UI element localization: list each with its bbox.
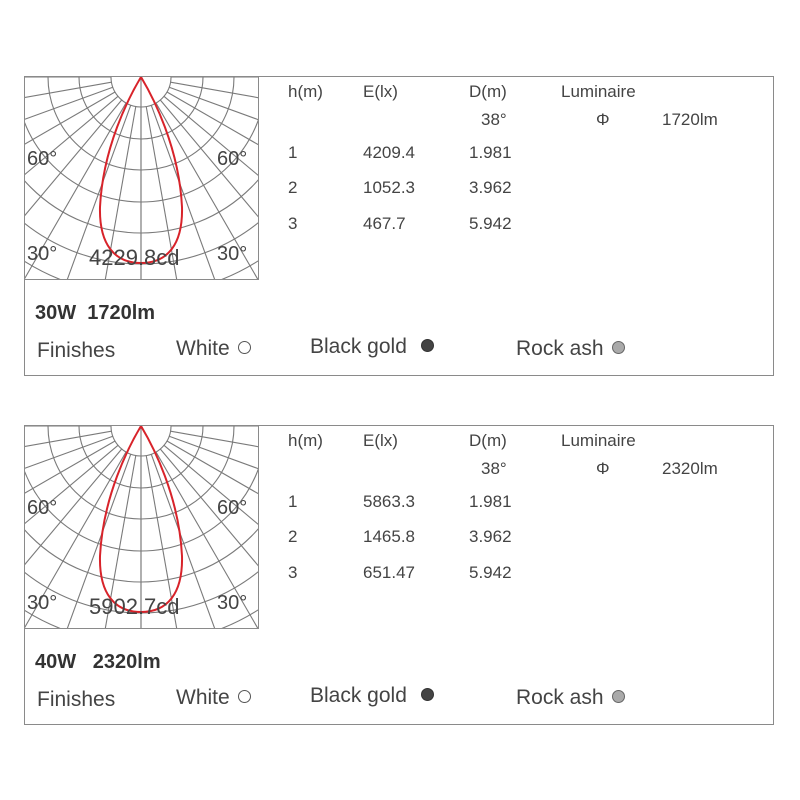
header-diameter: D(m): [469, 431, 507, 450]
polar-intensity-diagram: [25, 77, 259, 280]
finish-rock-ash: [516, 686, 625, 710]
angle-label-60-left: 60°: [27, 148, 58, 170]
angle-label-60-left: 60°: [27, 497, 58, 519]
luminous-flux: 2320lm: [662, 459, 718, 478]
polar-radial-line: [171, 431, 258, 481]
white-swatch-icon: [238, 690, 251, 703]
header-illuminance: E(lx): [363, 82, 398, 101]
header-height: h(m): [288, 82, 323, 101]
black-gold-swatch-icon: [421, 339, 434, 352]
header-height: h(m): [288, 431, 323, 450]
row-1-diameter: 1.981: [469, 492, 512, 511]
row-3-illuminance: 651.47: [363, 563, 415, 582]
row-2-illuminance: 1465.8: [363, 527, 415, 546]
row-1-height: 1: [288, 143, 298, 162]
polar-radial-line: [25, 82, 111, 132]
product-panel-40w: [24, 425, 774, 725]
polar-intensity-diagram: [25, 426, 259, 629]
polar-radial-line: [171, 82, 258, 132]
angle-label-30-right: 30°: [217, 243, 248, 265]
row-1-illuminance: 5863.3: [363, 492, 415, 511]
luminous-flux: 1720lm: [662, 110, 718, 129]
angle-label-60-right: 60°: [217, 497, 248, 519]
row-1-diameter: 1.981: [469, 143, 512, 162]
angle-label-30-left: 30°: [27, 243, 58, 265]
finishes-label: Finishes: [37, 339, 116, 362]
angle-label-30-right: 30°: [217, 592, 248, 614]
white-swatch-icon: [238, 341, 251, 354]
rock-ash-swatch-icon: [612, 341, 625, 354]
finish-rock-ash: [516, 337, 625, 361]
header-illuminance: E(lx): [363, 431, 398, 450]
finish-black-gold: [310, 335, 434, 359]
angle-label-60-right: 60°: [217, 148, 248, 170]
header-luminaire: Luminaire: [561, 431, 636, 450]
finish-white-label: White: [176, 337, 230, 360]
row-2-height: 2: [288, 178, 298, 197]
beam-angle: 38°: [481, 110, 507, 129]
row-3-diameter: 5.942: [469, 214, 512, 233]
finish-white-label: White: [176, 686, 230, 709]
finish-rock-ash-label: Rock ash: [516, 337, 604, 360]
power-title: 30W 1720lm: [35, 302, 156, 324]
finish-rock-ash-label: Rock ash: [516, 686, 604, 709]
finish-black-gold-label: Black gold: [310, 335, 407, 358]
row-3-height: 3: [288, 214, 298, 233]
header-diameter: D(m): [469, 82, 507, 101]
rock-ash-swatch-icon: [612, 690, 625, 703]
finish-black-gold: [310, 684, 434, 708]
flux-symbol: Φ: [596, 110, 610, 129]
row-2-height: 2: [288, 527, 298, 546]
angle-label-30-left: 30°: [27, 592, 58, 614]
row-3-illuminance: 467.7: [363, 214, 406, 233]
black-gold-swatch-icon: [421, 688, 434, 701]
row-2-diameter: 3.962: [469, 178, 512, 197]
row-2-illuminance: 1052.3: [363, 178, 415, 197]
finish-black-gold-label: Black gold: [310, 684, 407, 707]
row-3-diameter: 5.942: [469, 563, 512, 582]
flux-symbol: Φ: [596, 459, 610, 478]
product-panel-30w: [24, 76, 774, 376]
peak-intensity-label: 4229.8cd: [89, 245, 180, 270]
polar-grid: [25, 426, 258, 628]
row-1-illuminance: 4209.4: [363, 143, 415, 162]
beam-angle: 38°: [481, 459, 507, 478]
finish-white: [176, 337, 251, 361]
row-1-height: 1: [288, 492, 298, 511]
peak-intensity-label: 5902.7cd: [89, 594, 180, 619]
header-luminaire: Luminaire: [561, 82, 636, 101]
power-title: 40W 2320lm: [35, 651, 161, 673]
row-2-diameter: 3.962: [469, 527, 512, 546]
finish-white: [176, 686, 251, 710]
finishes-label: Finishes: [37, 688, 116, 711]
row-3-height: 3: [288, 563, 298, 582]
polar-grid: [25, 77, 258, 279]
polar-radial-line: [25, 431, 111, 481]
